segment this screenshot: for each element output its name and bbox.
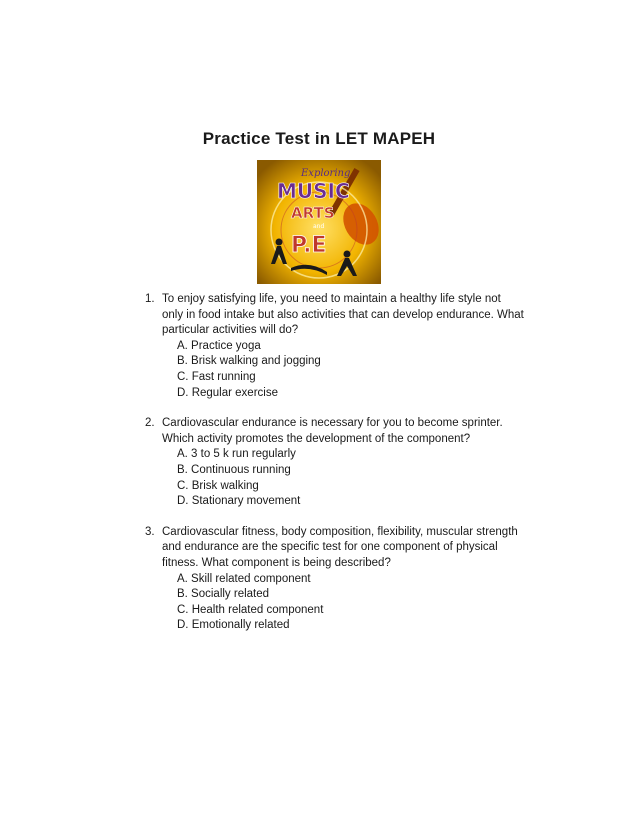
question-number: 3. bbox=[145, 525, 155, 538]
choice-a: A. Practice yoga bbox=[177, 339, 261, 352]
choice-d: D. Stationary movement bbox=[177, 495, 301, 508]
choice-a: A. Skill related component bbox=[177, 572, 311, 585]
choice-b: B. Socially related bbox=[177, 588, 270, 601]
mapeh-logo-image bbox=[257, 160, 381, 284]
choice-b: B. Continuous running bbox=[177, 463, 291, 476]
question-text: To enjoy satisfying life, you need to maintain a healthy life style not only in food intake but also activities that can develop endurance. What particular activities will do? bbox=[162, 293, 524, 337]
choice-b: B. Brisk walking and jogging bbox=[177, 355, 321, 368]
choice-c: C. Health related component bbox=[177, 603, 324, 616]
question-text: Cardiovascular fitness, body composition, flexibility, muscular strength and endurance are the specific test for one component of physical fitness. What component is being described? bbox=[162, 525, 518, 569]
logo-text-and: and bbox=[313, 223, 325, 230]
answer-choices bbox=[162, 339, 525, 401]
question-3 bbox=[145, 525, 525, 634]
question-2 bbox=[145, 416, 525, 510]
answer-choices bbox=[162, 572, 525, 634]
question-1 bbox=[145, 292, 525, 401]
question-text: Cardiovascular endurance is necessary for you to become sprinter. Which activity promotes the development of the component? bbox=[162, 417, 503, 445]
logo-text-pe: P.E bbox=[291, 233, 327, 258]
question-list bbox=[145, 292, 525, 649]
question-number: 2. bbox=[145, 417, 155, 430]
question-number: 1. bbox=[145, 293, 155, 305]
choice-d: D. Regular exercise bbox=[177, 386, 278, 399]
page-title: Practice Test in LET MAPEH bbox=[202, 129, 436, 148]
logo-text-exploring: Exploring bbox=[301, 168, 351, 179]
logo-text-arts: ARTS bbox=[291, 204, 335, 222]
choice-a: A. 3 to 5 k run regularly bbox=[177, 448, 296, 461]
choice-c: C. Brisk walking bbox=[177, 479, 259, 492]
choice-d: D. Emotionally related bbox=[177, 619, 290, 632]
choice-c: C. Fast running bbox=[177, 370, 256, 383]
answer-choices bbox=[162, 447, 525, 509]
logo-text-music: MUSIC bbox=[277, 179, 350, 203]
